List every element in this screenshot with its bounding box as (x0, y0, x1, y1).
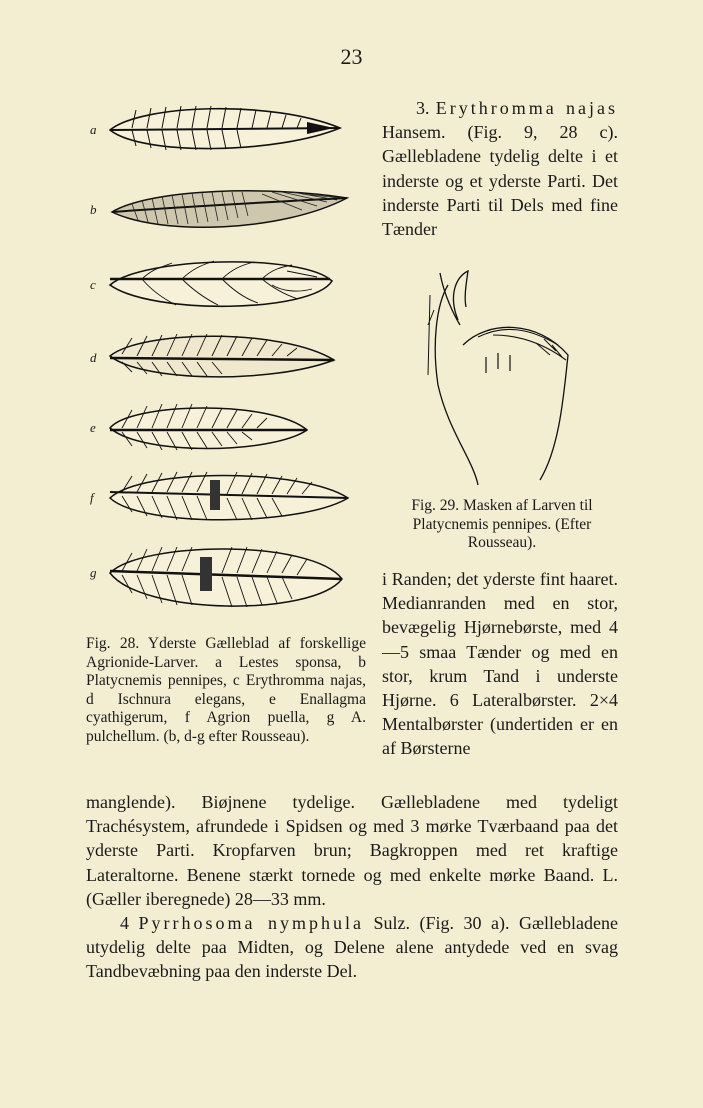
leaf-label-g: g (90, 565, 97, 580)
gill-leaf-a-drawing (102, 100, 352, 162)
figure-29-caption-text: Fig. 29. Masken af Larven til Platycnemis pennipes. (Efter Rousseau). (411, 497, 593, 551)
gill-leaf-a (86, 100, 366, 162)
figure-28-caption-text: Fig. 28. Yderste Gælleblad af forskellige Agrionide-Larver. a Lestes sponsa, b Platycnemis pennipes, c Erythromma najas, d Ischnura elegans, e Enallagma cyathigerum, f Agrion puella, g A. pulchellum. (b, d-g efter Rousseau). (86, 635, 366, 745)
figure-29-caption (382, 497, 622, 553)
species-3-author: Hansem. (382, 122, 446, 143)
leaf-label-c: c (90, 277, 96, 292)
figure-28 (86, 100, 366, 630)
gill-leaf-d-drawing (102, 328, 352, 390)
figure-28-caption (86, 635, 366, 746)
leaf-label-b: b (90, 202, 97, 217)
gill-leaf-b (86, 180, 366, 242)
species-4-name: Pyrrhosoma nymphula (138, 913, 365, 934)
species-3-number: 3. (416, 98, 430, 118)
species-3-full-text: manglende). Biøjnene tydelige. Gællebladene med tydeligt Trachésystem, afrundede i Spidsen og med 3 mørke Tværbaand paa det yderste Parti. Kropfarven brun; Bagkroppen med ret kraftige Lateraltorne. Benene stærkt tornede og med enkelte mørke Baand. L. (Gæller iberegnede) 28—33 mm. (86, 792, 618, 909)
species-4-number: 4 (120, 913, 129, 934)
leaf-label-d: d (90, 350, 97, 365)
main-text (86, 790, 618, 984)
gill-leaf-f (86, 468, 366, 530)
leaf-label-f: f (90, 490, 94, 505)
labial-mask-drawing (418, 265, 578, 490)
gill-leaf-f-drawing (102, 468, 352, 530)
gill-leaf-g-drawing (102, 543, 352, 618)
figure-29 (418, 265, 578, 490)
species-3-name: Erythromma najas (435, 98, 618, 118)
gill-leaf-c (86, 255, 366, 317)
page-number: 23 (340, 44, 363, 69)
leaf-label-a: a (90, 122, 97, 137)
species-4-text: Sulz. (Fig. 30 a). Gællebladene utydelig delte paa Midten, og Delene alene antydede ved en svag Tandbevæbning paa den inderste Del. (86, 913, 619, 982)
gill-leaf-d (86, 328, 366, 390)
gill-leaf-g (86, 543, 366, 605)
gill-leaf-e-drawing (102, 398, 352, 460)
species-4-paragraph (86, 911, 618, 984)
leaf-label-e: e (90, 420, 96, 435)
gill-leaf-b-drawing (102, 180, 352, 242)
species-3-intro (382, 96, 618, 242)
gill-leaf-c-drawing (102, 255, 352, 317)
gill-leaf-e (86, 398, 366, 460)
species-3-intro-text: (Fig. 9, 28 c). Gællebladene tydelig delte i et inderste og et yderste Parti. Det inderste Parti til Dels med fine Tænder (382, 122, 618, 240)
species-3-continuation (382, 567, 618, 785)
species-3-continuation-text: i Randen; det yderste fint haaret. Medianranden med en stor, bevægelig Hjørnebørste, med 4—5 smaa Tænder og med en stor, krum Tand i underste Hjørne. 6 Lateralbørster. 2×4 Mentalbørster (undertiden er en af Børsterne (382, 569, 618, 759)
